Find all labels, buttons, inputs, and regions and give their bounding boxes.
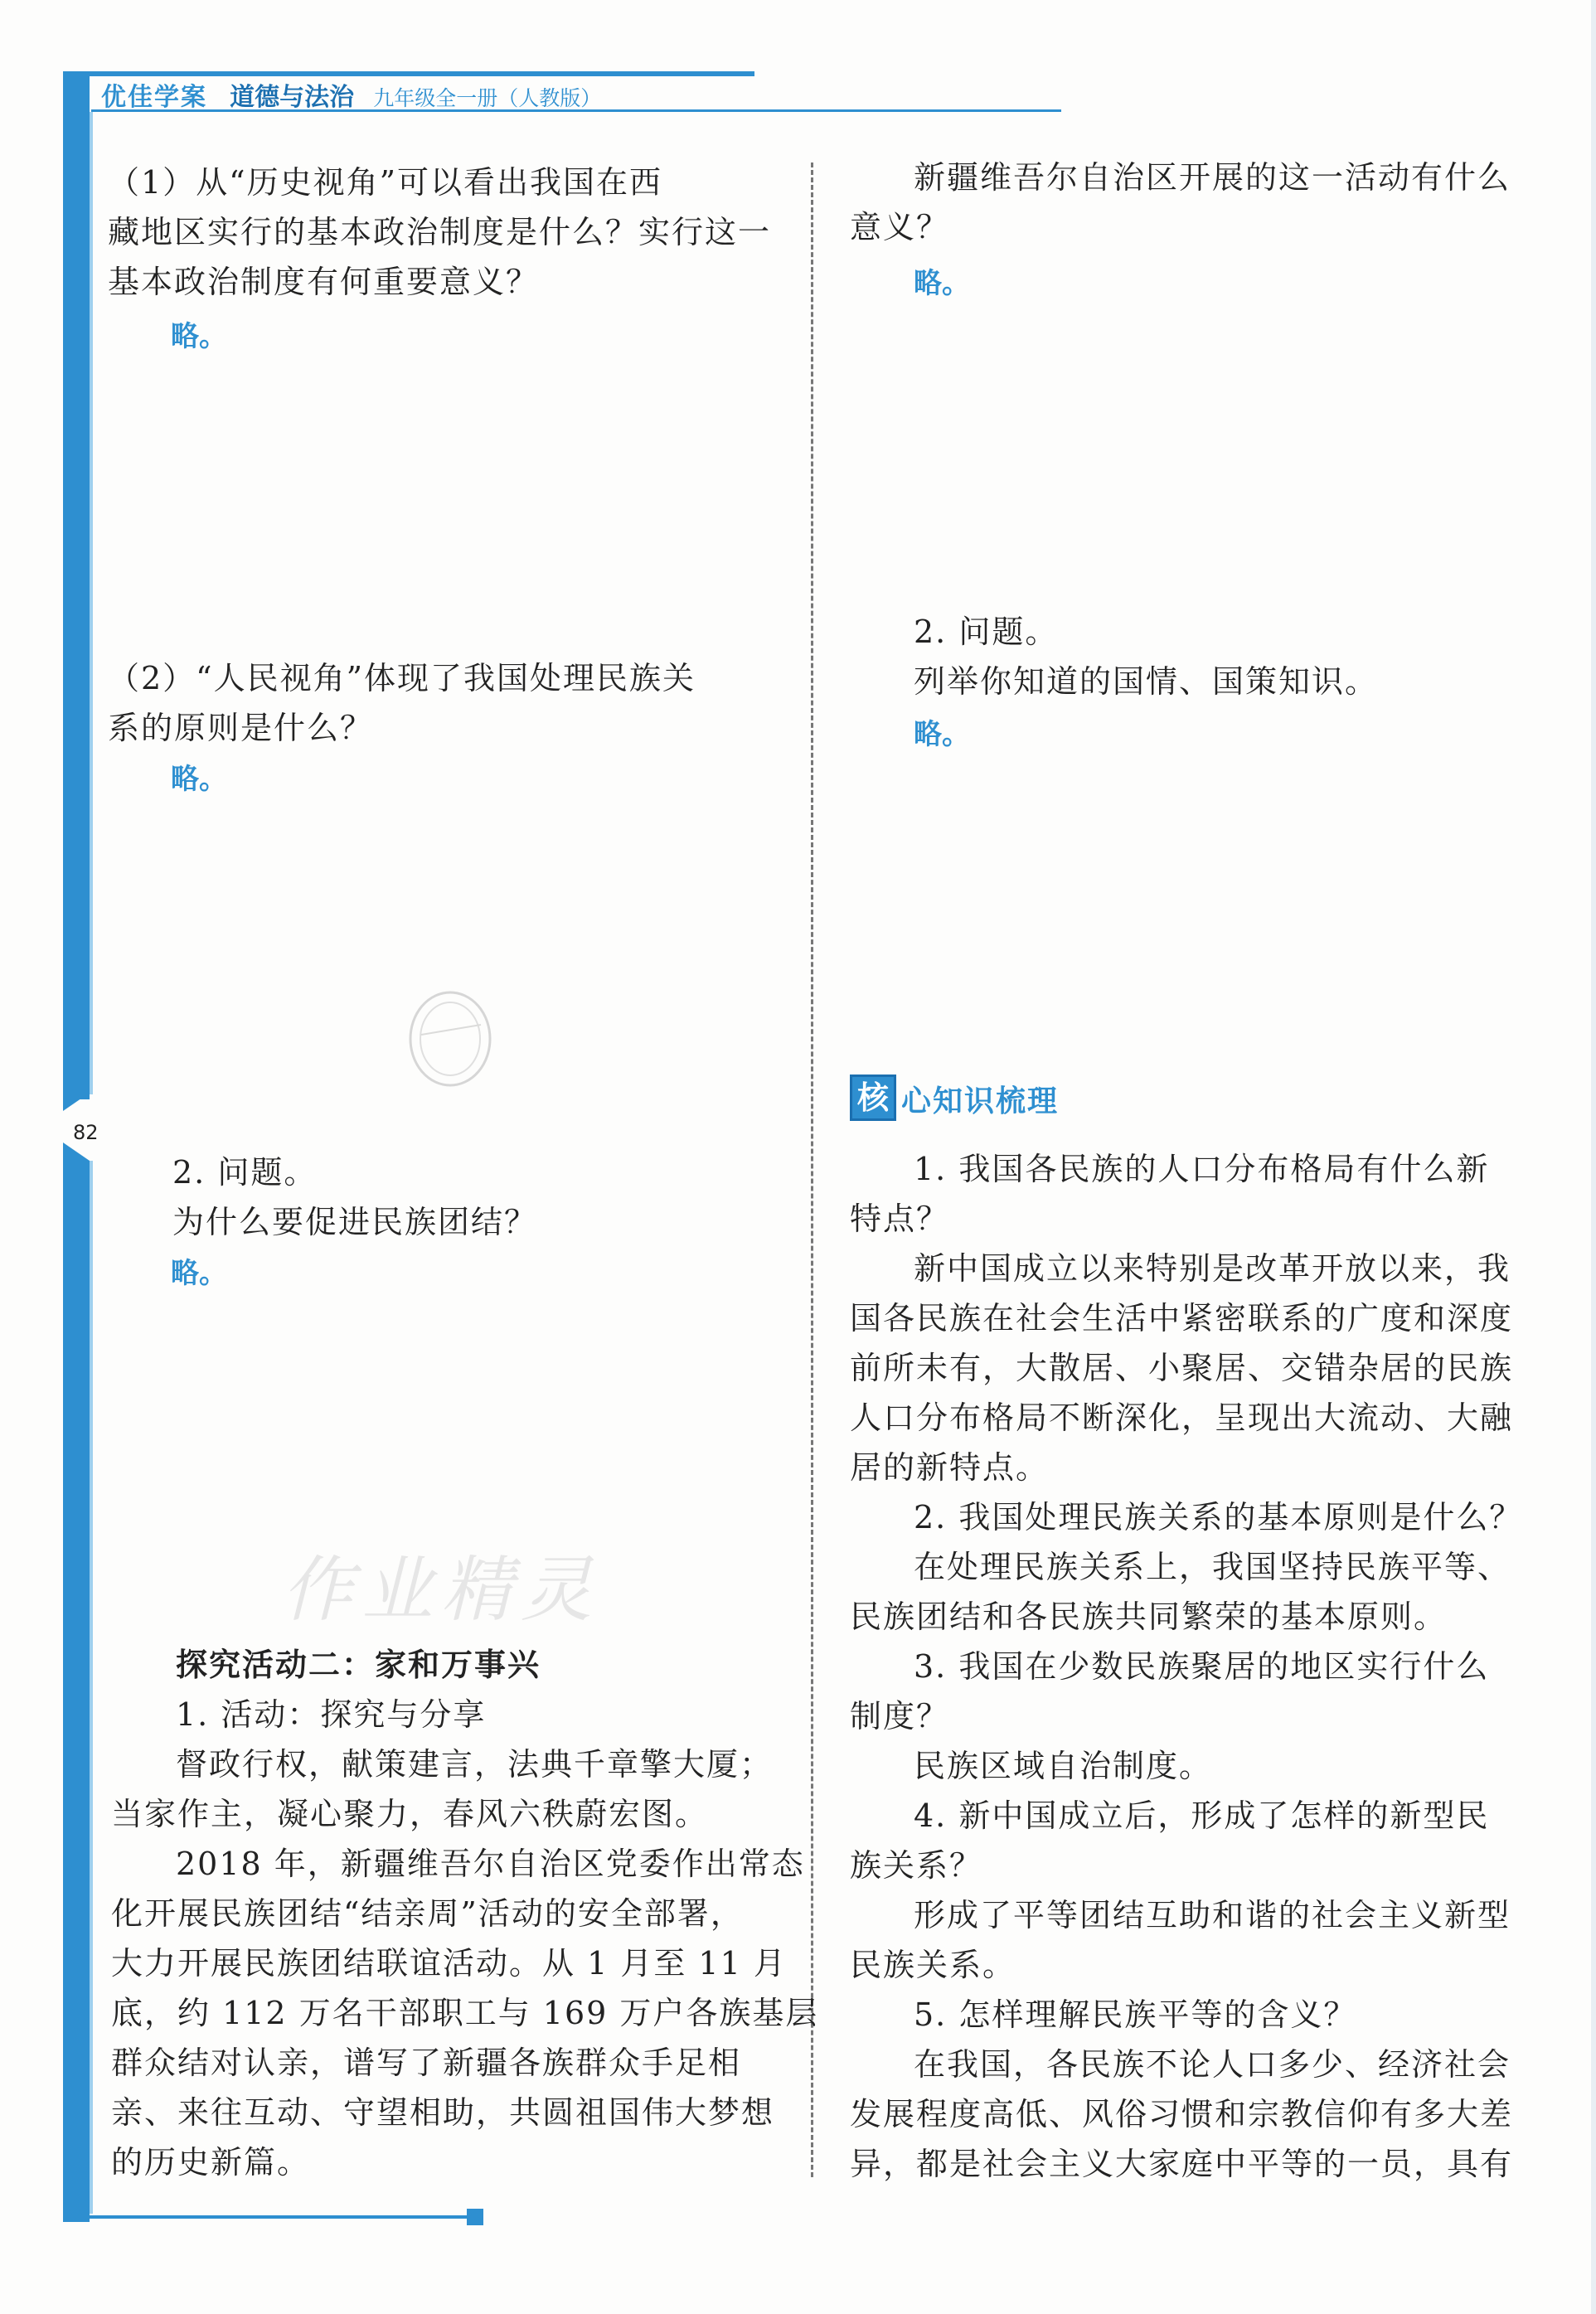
left-answer-1: 略。	[171, 320, 227, 353]
k5-a-line1: 在我国，各民族不论人口多少、经济社会	[914, 2046, 1511, 2083]
footer-square	[467, 2209, 483, 2225]
left-rail-inner-top	[90, 112, 93, 1094]
right-answer-1: 略。	[914, 267, 970, 300]
para-line-2: 化开展民族团结“结亲周”活动的安全部署，	[111, 1895, 744, 1932]
k5-question: 5. 怎样理解民族平等的含义？	[914, 1996, 1357, 2033]
header-subject: 道德与法治	[230, 83, 355, 112]
column-divider	[811, 163, 813, 2177]
para-line-7: 的历史新篇。	[111, 2144, 311, 2181]
para-line-6: 亲、来往互动、守望相助，共圆祖国伟大梦想	[111, 2094, 775, 2131]
k1-q-line1: 1. 我国各民族的人口分布格局有什么新	[914, 1151, 1490, 1187]
rail-notch-top	[63, 1093, 90, 1111]
rail-notch-bottom	[63, 1142, 90, 1161]
right-answer-2: 略。	[914, 718, 970, 751]
left-rail-bottom	[63, 1161, 90, 2222]
para-line-4: 底，约 112 万名干部职工与 169 万户各族基层	[111, 1995, 819, 2031]
left-answer-3: 略。	[171, 1257, 227, 1290]
k1-a-line1: 新中国成立以来特别是改革开放以来，我	[914, 1250, 1511, 1287]
left-q2-line1: （2）“人民视角”体现了我国处理民族关	[108, 660, 696, 696]
activity-subtitle: 1. 活动：探究与分享	[176, 1696, 487, 1733]
left-q2-line2: 系的原则是什么？	[108, 710, 374, 746]
k4-q-line1: 4. 新中国成立后，形成了怎样的新型民	[914, 1797, 1490, 1834]
k1-q-line2: 特点？	[850, 1201, 950, 1237]
left-q3-text: 为什么要促进民族团结？	[172, 1204, 538, 1240]
section-heading-box: 核	[850, 1075, 896, 1121]
poem-line-1: 督政行权，献策建言，法典千章擎大厦；	[176, 1746, 774, 1783]
left-answer-2: 略。	[171, 763, 227, 796]
running-header	[101, 76, 601, 113]
para-line-1: 2018 年，新疆维吾尔自治区党委作出常态	[176, 1846, 805, 1882]
header-brand: 优佳学案	[101, 83, 207, 112]
section-heading-text: 心知识梳理	[901, 1084, 1060, 1118]
activity-title: 探究活动二：家和万事兴	[176, 1647, 541, 1683]
k1-a-line2: 国各民族在社会生活中紧密联系的广度和深度	[850, 1300, 1514, 1336]
k3-answer: 民族区域自治制度。	[914, 1748, 1213, 1784]
left-q1-line1: （1）从“历史视角”可以看出我国在西	[108, 164, 663, 201]
left-q1-line2: 藏地区实行的基本政治制度是什么？实行这一	[108, 214, 772, 250]
k5-a-line3: 异，都是社会主义大家庭中平等的一员，具有	[850, 2146, 1514, 2182]
right-q1-line2: 意义？	[850, 209, 950, 245]
k1-a-line3: 前所未有，大散居、小聚居、交错杂居的民族	[850, 1350, 1514, 1386]
k3-q-line1: 3. 我国在少数民族聚居的地区实行什么	[914, 1648, 1490, 1685]
right-q2-title: 2. 问题。	[914, 614, 1059, 650]
right-q2-text: 列举你知道的国情、国策知识。	[914, 663, 1379, 700]
k4-a-line1: 形成了平等团结互助和谐的社会主义新型	[914, 1897, 1511, 1933]
k4-a-line2: 民族关系。	[850, 1947, 1016, 1983]
left-q3-title: 2. 问题。	[172, 1154, 318, 1191]
k4-q-line2: 族关系？	[850, 1847, 983, 1884]
k5-a-line2: 发展程度高低、风俗习惯和宗教信仰有多大差	[850, 2096, 1514, 2132]
left-rail-inner-bottom	[90, 1161, 93, 2214]
k1-a-line5: 居的新特点。	[850, 1449, 1050, 1486]
footer-rule	[63, 2215, 469, 2219]
right-q1-line1: 新疆维吾尔自治区开展的这一活动有什么	[914, 159, 1511, 196]
page-number: 82	[73, 1121, 99, 1144]
para-line-3: 大力开展民族团结联谊活动。从 1 月至 11 月	[111, 1945, 787, 1982]
text-watermark: 作业精灵	[282, 1549, 600, 1632]
header-grade: 九年级全一册（人教版）	[373, 86, 602, 110]
k2-a-line2: 民族团结和各民族共同繁荣的基本原则。	[850, 1598, 1448, 1635]
k2-a-line1: 在处理民族关系上，我国坚持民族平等、	[914, 1549, 1511, 1585]
stamp-watermark	[405, 985, 496, 1093]
poem-line-2: 当家作主，凝心聚力，春风六秩蔚宏图。	[111, 1796, 709, 1832]
para-line-5: 群众结对认亲，谱写了新疆各族群众手足相	[111, 2045, 742, 2081]
k1-a-line4: 人口分布格局不断深化，呈现出大流动、大融	[850, 1400, 1514, 1436]
left-q1-line3: 基本政治制度有何重要意义？	[108, 264, 540, 300]
k2-question: 2. 我国处理民族关系的基本原则是什么？	[914, 1499, 1523, 1535]
k3-q-line2: 制度？	[850, 1698, 950, 1734]
left-rail-top	[63, 71, 90, 1099]
